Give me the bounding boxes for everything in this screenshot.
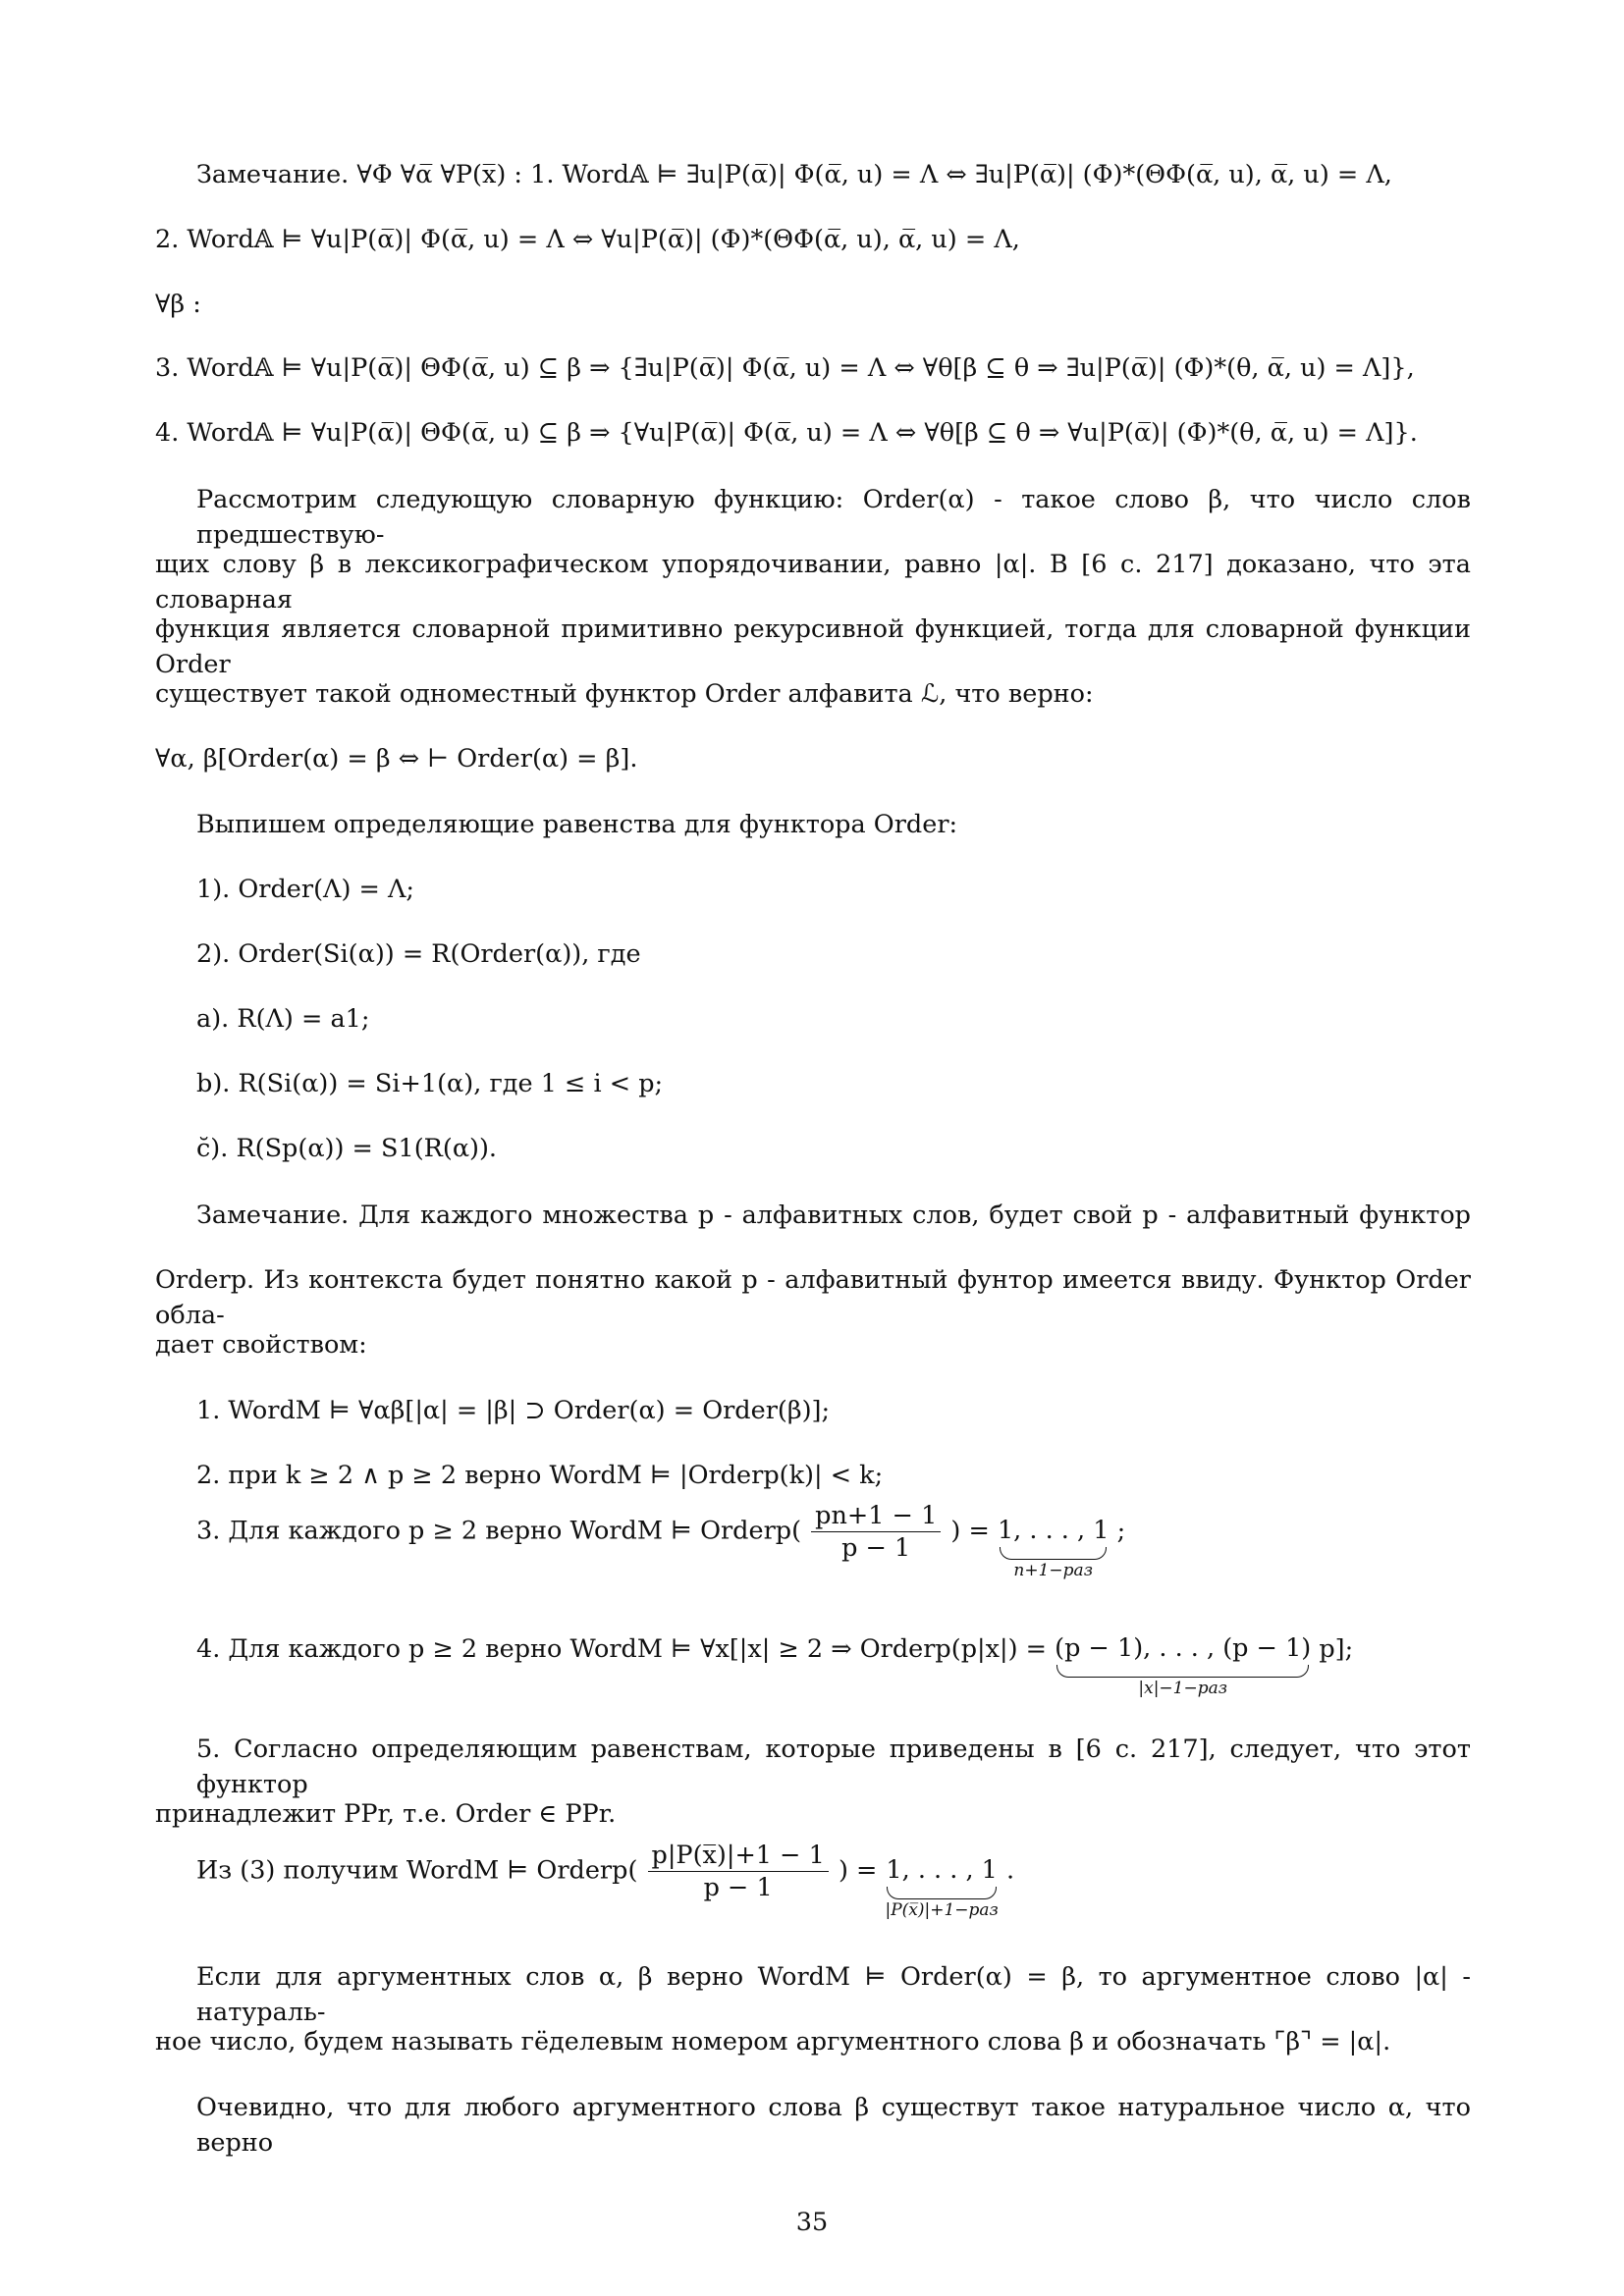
fraction	[648, 1840, 829, 1903]
formula-line-3: 3. Word𝔸 ⊨ ∀u|P(α̅)| ΘΦ(α̅, u) ⊆ β ⇒ {∃u|P(α̅)| Φ(α̅, u) = Λ ⇔ ∀θ[β ⊆ θ ⇒ ∃u|P(α̅)| (Φ)*(θ, α̅, u) = Λ]},	[155, 353, 1415, 383]
line-end: p];	[1319, 1634, 1354, 1664]
forall-beta-line: ∀β :	[155, 290, 201, 319]
remark-paragraph-line: Orderp. Из контекста будет понятно какой p - алфавитный фунтор имеется ввиду. Функтор Order обла-	[155, 1265, 1471, 1330]
property-item-4	[196, 1631, 1471, 1710]
definition-subitem-a: a). R(Λ) = a1;	[196, 1004, 370, 1034]
underbrace-icon	[887, 1887, 996, 1899]
line-end: ;	[1116, 1516, 1126, 1546]
underbrace-label: n+1−раз	[1013, 1561, 1093, 1580]
fraction	[811, 1500, 941, 1564]
property-3-text: 3. Для каждого p ≥ 2 верно WordM ⊨ Orderp(	[196, 1516, 802, 1546]
equals-text: ) =	[838, 1855, 878, 1886]
underbrace-content: 1, . . . , 1	[886, 1855, 998, 1885]
page-number: 35	[795, 2208, 829, 2237]
property-item-5: 5. Согласно определяющим равенствам, которые приведены в [6 с. 217], следует, что этот функтор	[196, 1735, 1471, 1799]
fraction-denominator: p − 1	[703, 1873, 773, 1902]
underbrace-content: 1, . . . , 1	[997, 1516, 1110, 1545]
remark-paragraph-line: дает свойством:	[155, 1330, 367, 1360]
fraction-denominator: p − 1	[841, 1533, 911, 1563]
fraction-numerator: p|P(x̅)|+1 − 1	[648, 1840, 829, 1872]
line-end: .	[1005, 1855, 1015, 1886]
definition-item-2: 2). Order(Si(α)) = R(Order(α)), где	[196, 939, 641, 969]
underbrace-content: (p − 1), . . . , (p − 1)	[1055, 1633, 1312, 1663]
fraction-numerator: pn+1 − 1	[811, 1500, 941, 1532]
underbrace-icon	[1056, 1665, 1309, 1678]
corollary-text: Из (3) получим WordM ⊨ Orderp(	[196, 1855, 638, 1886]
paragraph-line: щих слову β в лексикографическом упорядочивании, равно |α|. В [6 с. 217] доказано, что эта словарная	[155, 550, 1471, 614]
underbrace	[1055, 1631, 1311, 1699]
corollary-line	[196, 1840, 1471, 1948]
property-item-5-cont: принадлежит PPr, т.е. Order ∈ PPr.	[155, 1799, 617, 1829]
formula-line-2: 2. Word𝔸 ⊨ ∀u|P(α̅)| Φ(α̅, u) = Λ ⇔ ∀u|P(α̅)| (Φ)*(ΘΦ(α̅, u), α̅, u) = Λ,	[155, 225, 1020, 254]
underbrace-icon	[1000, 1547, 1108, 1560]
underbrace	[998, 1514, 1110, 1581]
paragraph-line: ное число, будем называть гёделевым номером аргументного слова β и обозначать ⌜β⌝ = |α|.	[155, 2027, 1391, 2056]
underbrace-label: |P(x̅)|+1−раз	[885, 1900, 999, 1920]
definition-subitem-b: b). R(Si(α)) = Si+1(α), где 1 ≤ i < p;	[196, 1069, 664, 1098]
equals-text: ) =	[950, 1516, 990, 1546]
paragraph-line: функция является словарной примитивно рекурсивной функцией, тогда для словарной функции Order	[155, 614, 1471, 679]
property-item-1: 1. WordM ⊨ ∀αβ[|α| = |β| ⊃ Order(α) = Order(β)];	[196, 1396, 831, 1425]
property-4-text: 4. Для каждого p ≥ 2 верно WordM ⊨ ∀x[|x| ≥ 2 ⇒ Orderp(p|x|) =	[196, 1634, 1048, 1664]
paragraph-line: Выпишем определяющие равенства для функтора Order:	[196, 810, 958, 839]
remark-paragraph-line: Замечание. Для каждого множества p - алфавитных слов, будет свой p - алфавитный функтор	[196, 1201, 1471, 1230]
definition-subitem-c: c̆). R(Sp(α)) = S1(R(α)).	[196, 1134, 498, 1163]
underbrace-label: |x|−1−раз	[1138, 1679, 1228, 1698]
formula-line-4: 4. Word𝔸 ⊨ ∀u|P(α̅)| ΘΦ(α̅, u) ⊆ β ⇒ {∀u|P(α̅)| Φ(α̅, u) = Λ ⇔ ∀θ[β ⊆ θ ⇒ ∀u|P(α̅)| (Φ)*(θ, α̅, u) = Λ]}.	[155, 418, 1418, 448]
paragraph-line: Очевидно, что для любого аргументного слова β существут такое натуральное число α, что верно	[196, 2093, 1471, 2158]
paragraph-line: существует такой одноместный функтор Order алфавита ℒ, что верно:	[155, 679, 1094, 709]
paragraph-line: Если для аргументных слов α, β верно WordM ⊨ Order(α) = β, то аргументное слово |α| - натураль-	[196, 1962, 1471, 2027]
paragraph-line: Рассмотрим следующую словарную функцию: Order(α) - такое слово β, что число слов предшествую-	[196, 485, 1471, 550]
underbrace	[885, 1853, 998, 1921]
property-item-2: 2. при k ≥ 2 ∧ p ≥ 2 верно WordM ⊨ |Orderp(k)| < k;	[196, 1461, 884, 1490]
formula-line: ∀α, β[Order(α) = β ⇔ ⊢ Order(α) = β].	[155, 744, 638, 774]
property-item-3	[196, 1500, 1471, 1590]
remark-line-1: Замечание. ∀Φ ∀α̅ ∀P(x̅) : 1. Word𝔸 ⊨ ∃u|P(α̅)| Φ(α̅, u) = Λ ⇔ ∃u|P(α̅)| (Φ)*(ΘΦ(α̅, u), α̅, u) = Λ,	[196, 160, 1392, 189]
definition-item-1: 1). Order(Λ) = Λ;	[196, 875, 414, 904]
